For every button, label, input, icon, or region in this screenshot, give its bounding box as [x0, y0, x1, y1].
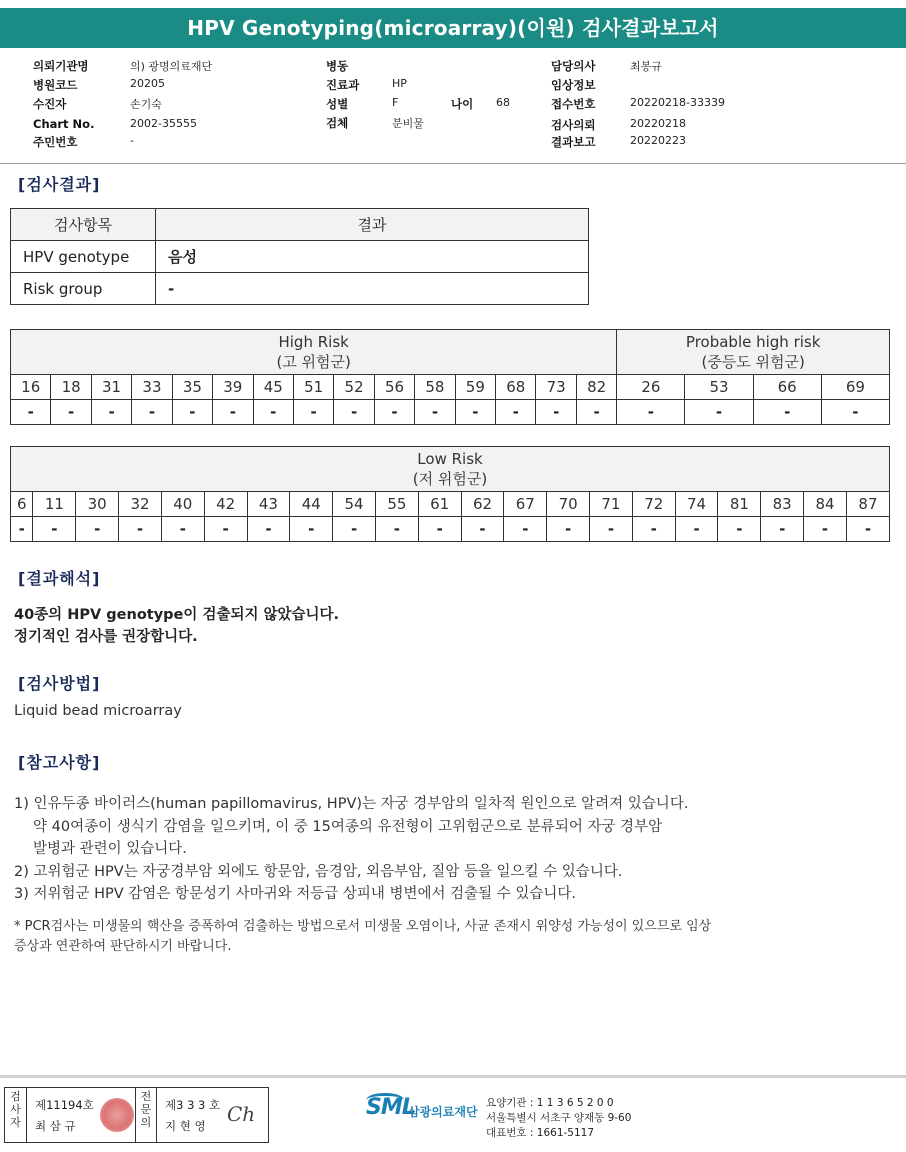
- info-value: 20220223: [630, 134, 686, 147]
- probable-risk-subtitle: (중등도 위험군): [701, 353, 805, 371]
- high-risk-header: [11, 330, 617, 375]
- genotype-number: 31: [91, 375, 131, 400]
- genotype-result: -: [132, 400, 172, 425]
- genotype-result: -: [119, 517, 162, 542]
- genotype-number: 55: [375, 492, 418, 517]
- vertical-label: 검 사 자: [10, 1090, 21, 1129]
- section-title-reference: [참고사항]: [18, 753, 101, 772]
- method-text: Liquid bead microarray: [14, 703, 182, 719]
- genotype-result: -: [576, 400, 616, 425]
- genotype-number: 69: [821, 375, 889, 400]
- section-title-method: [검사방법]: [18, 674, 101, 693]
- genotype-result: -: [685, 400, 753, 425]
- genotype-result: -: [461, 517, 504, 542]
- vertical-label: 전 문 의: [140, 1090, 152, 1129]
- genotype-number: 62: [461, 492, 504, 517]
- genotype-result: -: [617, 400, 685, 425]
- genotype-number: 16: [11, 375, 51, 400]
- genotype-result: -: [761, 517, 804, 542]
- logo-mark: SML: [366, 1095, 415, 1120]
- genotype-number: 18: [51, 375, 91, 400]
- low-risk-subtitle: (저 위험군): [412, 470, 488, 488]
- section-title-result: [검사결과]: [18, 175, 101, 194]
- genotype-number: 54: [333, 492, 376, 517]
- genotype-result: -: [374, 400, 414, 425]
- interp-bold: HPV genotype: [67, 607, 184, 623]
- genotype-number: 61: [418, 492, 461, 517]
- age-label: 나이: [451, 97, 474, 111]
- probable-risk-header: [617, 330, 890, 375]
- genotype-result: -: [293, 400, 333, 425]
- genotype-number: 58: [415, 375, 455, 400]
- info-value: 2002-35555: [130, 117, 197, 130]
- genotype-number: 43: [247, 492, 290, 517]
- genotype-result: -: [375, 517, 418, 542]
- genotype-number: 35: [172, 375, 212, 400]
- genotype-result: -: [290, 517, 333, 542]
- genotype-result: -: [536, 400, 576, 425]
- result-table: [10, 208, 589, 305]
- genotype-result: -: [418, 517, 461, 542]
- genotype-number: 82: [576, 375, 616, 400]
- genotype-result: -: [334, 400, 374, 425]
- genotype-number: 39: [213, 375, 253, 400]
- genotype-result: -: [496, 400, 536, 425]
- low-risk-title: Low Risk: [417, 450, 483, 468]
- genotype-number: 84: [804, 492, 847, 517]
- genotype-result: -: [91, 400, 131, 425]
- seal-stamp: [100, 1098, 134, 1132]
- specialist-license: 제3 3 3 호: [165, 1098, 221, 1112]
- genotype-result: -: [753, 400, 821, 425]
- info-label: 임상정보: [551, 78, 596, 92]
- section-title-interpretation: [결과해석]: [18, 569, 101, 588]
- genotype-number: 33: [132, 375, 172, 400]
- note-line: 약 40여종이 생식기 감염을 일으키며, 이 중 15여종의 유전형이 고위험군으로 분류되어 자궁 경부암: [33, 818, 663, 835]
- low-risk-header: [11, 447, 890, 492]
- genotype-result: -: [76, 517, 119, 542]
- genotype-result: -: [415, 400, 455, 425]
- genotype-number: 52: [334, 375, 374, 400]
- table-row: [11, 241, 589, 273]
- genotype-number: 51: [293, 375, 333, 400]
- info-label: 성별: [326, 97, 349, 111]
- info-value: 20220218: [630, 117, 686, 130]
- genotype-number: 81: [718, 492, 761, 517]
- info-label: 검체: [326, 116, 349, 130]
- info-value: 최봉규: [630, 60, 662, 73]
- result-item: Risk group: [11, 273, 156, 305]
- genotype-result: -: [11, 400, 51, 425]
- signature-box: [4, 1087, 269, 1143]
- info-label: Chart No.: [33, 117, 95, 131]
- genotype-result: -: [11, 517, 33, 542]
- info-value: 손기숙: [130, 98, 162, 111]
- genotype-number: 70: [547, 492, 590, 517]
- result-header-result: 결과: [156, 209, 589, 241]
- genotype-result: -: [204, 517, 247, 542]
- lab-code: 요양기관 : 1 1 3 6 5 2 0 0: [486, 1097, 614, 1109]
- result-value: 음성: [156, 241, 589, 273]
- genotype-result: -: [504, 517, 547, 542]
- genotype-result: -: [846, 517, 889, 542]
- interp-suffix: 이 검출되지 않았습니다.: [183, 607, 340, 623]
- genotype-number: 30: [76, 492, 119, 517]
- result-item: HPV genotype: [11, 241, 156, 273]
- high-risk-title: High Risk: [278, 333, 349, 351]
- genotype-result: -: [590, 517, 633, 542]
- info-label: 주민번호: [33, 135, 78, 149]
- info-divider: [0, 163, 906, 164]
- genotype-number: 83: [761, 492, 804, 517]
- tester-name: 최 삼 규: [35, 1119, 76, 1133]
- info-value: 20220218-33339: [630, 96, 725, 109]
- genotype-result: -: [718, 517, 761, 542]
- handwritten-signature: Ch: [227, 1102, 256, 1126]
- result-value: -: [156, 273, 589, 305]
- tester-license: 제11194호: [35, 1098, 94, 1112]
- info-label: 수진자: [33, 97, 67, 111]
- genotype-number: 53: [685, 375, 753, 400]
- genotype-number: 73: [536, 375, 576, 400]
- genotype-result: -: [333, 517, 376, 542]
- info-value: 20205: [130, 77, 165, 90]
- genotype-result: -: [161, 517, 204, 542]
- tester-label: [5, 1088, 27, 1142]
- lab-address: [486, 1096, 631, 1141]
- lab-street: 서울특별시 서초구 양재동 9-60: [486, 1112, 632, 1124]
- pcr-footnote: [14, 917, 874, 957]
- low-risk-table: [10, 446, 890, 542]
- table-row: [11, 273, 589, 305]
- genotype-number: 42: [204, 492, 247, 517]
- info-label: 진료과: [326, 78, 360, 92]
- info-value: 분비물: [392, 117, 424, 130]
- specialist-name: 지 현 영: [165, 1119, 206, 1133]
- age-value: 68: [496, 96, 510, 109]
- lab-phone: 대표번호 : 1661-5117: [486, 1127, 595, 1139]
- patient-info: [0, 55, 906, 163]
- genotype-number: 59: [455, 375, 495, 400]
- info-value: HP: [392, 77, 407, 90]
- genotype-number: 45: [253, 375, 293, 400]
- interp-line2: 정기적인 검사를 권장합니다.: [14, 629, 198, 645]
- report-title: HPV Genotyping(microarray)(이원) 검사결과보고서: [0, 8, 906, 48]
- info-value: -: [130, 134, 134, 147]
- genotype-number: 66: [753, 375, 821, 400]
- info-label: 의뢰기관명: [33, 59, 89, 73]
- genotype-number: 32: [119, 492, 162, 517]
- genotype-number: 74: [675, 492, 718, 517]
- note-line: 1) 인유두종 바이러스(human papillomavirus, HPV)는 자궁 경부암의 일차적 원인으로 알려져 있습니다.: [14, 796, 689, 812]
- genotype-number: 87: [846, 492, 889, 517]
- note-line: 2) 고위험군 HPV는 자궁경부암 외에도 항문암, 음경암, 외음부암, 질암 등을 일으킬 수 있습니다.: [14, 863, 623, 880]
- genotype-number: 68: [496, 375, 536, 400]
- genotype-number: 72: [632, 492, 675, 517]
- genotype-result: -: [51, 400, 91, 425]
- genotype-result: -: [172, 400, 212, 425]
- interpretation-text: [14, 604, 339, 648]
- genotype-number: 6: [11, 492, 33, 517]
- genotype-number: 11: [33, 492, 76, 517]
- genotype-result: -: [804, 517, 847, 542]
- genotype-number: 56: [374, 375, 414, 400]
- genotype-result: -: [33, 517, 76, 542]
- genotype-result: -: [675, 517, 718, 542]
- info-label: 접수번호: [551, 97, 596, 111]
- probable-risk-title: Probable high risk: [685, 333, 821, 351]
- genotype-result: -: [821, 400, 889, 425]
- genotype-result: -: [213, 400, 253, 425]
- info-label: 병동: [326, 59, 349, 73]
- specialist-label: [135, 1088, 157, 1142]
- genotype-number: 71: [590, 492, 633, 517]
- info-value: F: [392, 96, 399, 109]
- info-label: 결과보고: [551, 135, 596, 149]
- interp-prefix: 40종의: [14, 607, 68, 623]
- info-label: 병원코드: [33, 78, 78, 92]
- footnote-line: * PCR검사는 미생물의 핵산을 증폭하여 검출하는 방법으로서 미생물 오염이나, 사균 존재시 위양성 가능성이 있으므로 임상: [14, 919, 712, 934]
- footer-divider: [0, 1075, 906, 1078]
- genotype-result: -: [247, 517, 290, 542]
- genotype-number: 40: [161, 492, 204, 517]
- genotype-result: -: [455, 400, 495, 425]
- info-label: 담당의사: [551, 59, 596, 73]
- result-header-item: 검사항목: [11, 209, 156, 241]
- reference-notes: [14, 793, 688, 906]
- genotype-result: -: [632, 517, 675, 542]
- genotype-result: -: [253, 400, 293, 425]
- note-line: 3) 저위험군 HPV 감염은 항문성기 사마귀와 저등급 상피내 병변에서 검출될 수 있습니다.: [14, 886, 576, 902]
- genotype-result: -: [547, 517, 590, 542]
- info-label: 검사의뢰: [551, 118, 596, 132]
- footnote-line: 증상과 연관하여 판단하시기 바랍니다.: [14, 939, 232, 954]
- info-value: 의) 광명의료재단: [130, 60, 213, 73]
- genotype-number: 67: [504, 492, 547, 517]
- genotype-number: 26: [617, 375, 685, 400]
- high-risk-table: [10, 329, 890, 425]
- genotype-number: 44: [290, 492, 333, 517]
- lab-name: 삼광의료재단: [408, 1105, 478, 1119]
- high-risk-subtitle: (고 위험군): [276, 353, 351, 371]
- note-line: 발병과 관련이 있습니다.: [33, 841, 187, 857]
